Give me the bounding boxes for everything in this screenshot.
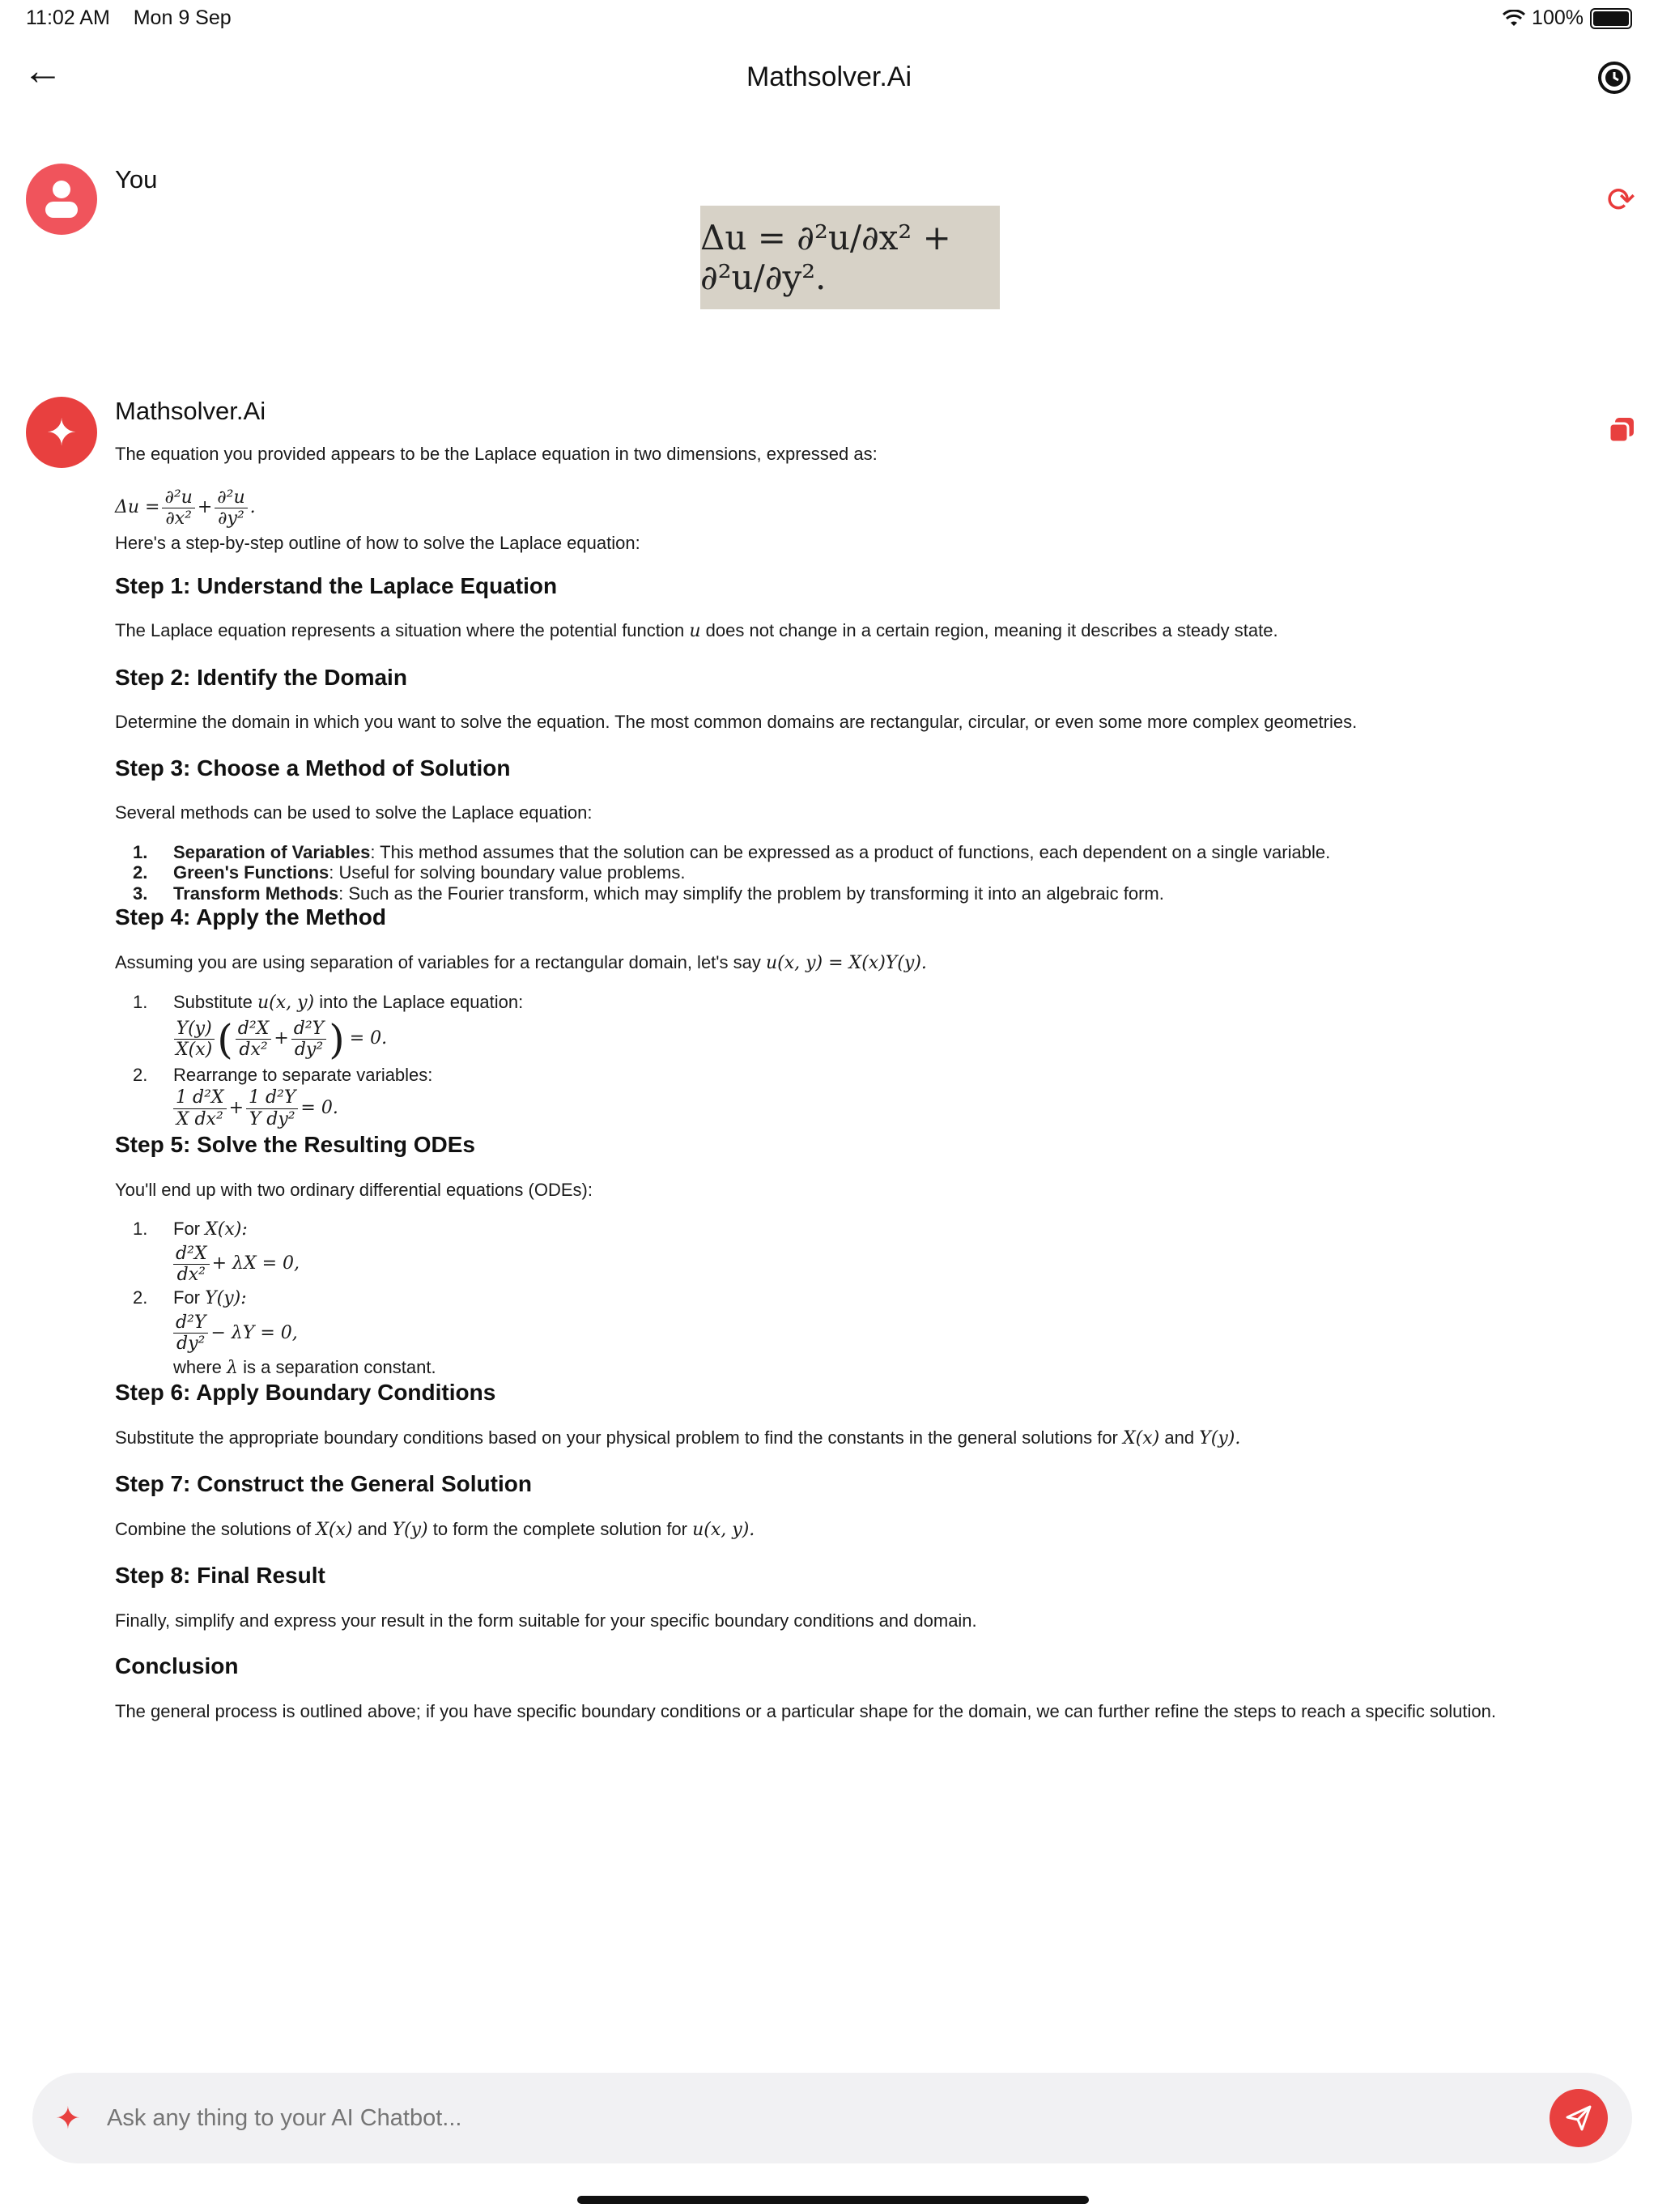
ai-name: Mathsolver.Ai <box>115 397 266 425</box>
step3-text: Several methods can be used to solve the Laplace equation: <box>115 802 593 823</box>
methods-list <box>115 842 1588 904</box>
outline-text: Here's a step-by-step outline of how to solve the Laplace equation: <box>115 533 640 554</box>
history-icon[interactable] <box>1596 60 1632 96</box>
page-title: Mathsolver.Ai <box>746 62 912 92</box>
step3-title: Step 3: Choose a Method of Solution <box>115 755 511 781</box>
separated-equation: $\frac{\text{1 d²X}}{\text{X dx²}}$ + $\frac{\text{1 d²Y}}{\text{Y dy²}}$ = 0. <box>173 1086 432 1131</box>
conclusion-text: The general process is outlined above; if you have specific boundary conditions or a particular shape for the domain, we can further refine the steps to reach a specific solution. <box>115 1700 1496 1721</box>
battery-icon <box>1590 8 1632 29</box>
list-item: 2. For Y(y): $\frac{\text{d²Y}}{\text{dy²}}$ − λY = 0, where λ is a separation constant. <box>133 1287 436 1378</box>
home-indicator <box>577 2196 1089 2204</box>
list-item: 1. Separation of Variables: This method assumes that the solution can be expressed as a product of functions, each dependent on a single variable. <box>133 841 1331 862</box>
step2-title: Step 2: Identify the Domain <box>115 664 407 690</box>
intro-text: The equation you provided appears to be the Laplace equation in two dimensions, expressed as: <box>115 444 878 464</box>
step4-text: Assuming you are using separation of variables for a rectangular domain, let's say u(x, y) = X(x)Y(y). <box>115 951 927 973</box>
status-bar-right <box>1503 6 1632 30</box>
chat-input[interactable] <box>107 2105 1321 2132</box>
list-item: 1. Substitute u(x, y) into the Laplace equation: $\frac{Y(y)}{X(x)}$ ( $\frac{\text{d²X}}{\text{dx²}}$ + $\frac{\text{d²Y}}{\text{dy²}}$ ) = 0. <box>133 992 524 1063</box>
uploaded-equation-image <box>700 206 1000 309</box>
step8-text: Finally, simplify and express your result in the form suitable for your specific boundary conditions and domain. <box>115 1610 977 1631</box>
sparkle-icon: ✦ <box>45 411 78 453</box>
list-item: 1. For X(x): $\frac{\text{d²X}}{\text{dx²}}$ + λX = 0, <box>115 1219 1588 1287</box>
step2-text: Determine the domain in which you want to solve the equation. The most common domains are rectangular, circular, or even some more complex geometries. <box>115 712 1358 733</box>
ode-x-equation: $\frac{\text{d²X}}{\text{dx²}}$ + λX = 0, <box>173 1240 300 1287</box>
wifi-icon <box>1503 10 1525 28</box>
send-icon <box>1564 2104 1593 2133</box>
user-avatar <box>26 164 97 235</box>
copy-icon[interactable] <box>1608 416 1635 444</box>
list-item: 2. Rearrange to separate variables: $\frac{\text{1 d²X}}{\text{X dx²}}$ + $\frac{\text{1 d²Y}}{\text{Y dy²}}$ = 0. <box>115 1065 1588 1131</box>
ode-list <box>115 1219 1588 1379</box>
step4-list <box>115 992 1588 1131</box>
refresh-icon[interactable]: ⟳ <box>1606 181 1635 219</box>
step4-title: Step 4: Apply the Method <box>115 904 386 930</box>
list-item: 3. Transform Methods: Such as the Fourier transform, which may simplify the problem by transforming it into an algebraic form. <box>133 883 1164 904</box>
ai-response <box>115 444 1588 1722</box>
substituted-equation: $\frac{Y(y)}{X(x)}$ ( $\frac{\text{d²X}}{\text{dx²}}$ + $\frac{\text{d²Y}}{\text{dy²}}$ ) = 0. <box>173 1015 523 1065</box>
back-arrow-icon[interactable]: ← <box>23 48 63 93</box>
ode-y-equation: $\frac{\text{d²Y}}{\text{dy²}}$ − λY = 0, <box>173 1310 436 1357</box>
status-date: Mon 9 Sep <box>133 6 232 29</box>
step5-text: You'll end up with two ordinary differential equations (ODEs): <box>115 1179 593 1200</box>
step6-text: Substitute the appropriate boundary conditions based on your physical problem to find the constants in the general solutions for X(x) and Y(y). <box>115 1427 1241 1448</box>
step7-title: Step 7: Construct the General Solution <box>115 1471 532 1497</box>
conclusion-title: Conclusion <box>115 1653 239 1679</box>
step8-title: Step 8: Final Result <box>115 1563 325 1589</box>
step1-text: The Laplace equation represents a situation where the potential function u does not change in a certain region, meaning it describes a steady state. <box>115 620 1278 642</box>
step7-text: Combine the solutions of X(x) and Y(y) to form the complete solution for u(x, y). <box>115 1518 755 1540</box>
ai-avatar <box>26 397 97 468</box>
laplace-equation: Δu = $\frac{\text{∂²u}}{\text{∂x²}}$ + $\frac{\text{∂²u}}{\text{∂y²}}$ . <box>115 487 256 529</box>
step6-title: Step 6: Apply Boundary Conditions <box>115 1380 496 1406</box>
list-item: 2. Green's Functions: Useful for solving boundary value problems. <box>133 862 686 883</box>
step1-title: Step 1: Understand the Laplace Equation <box>115 572 558 598</box>
image-equation-text: Δu = ∂²u/∂x² + ∂²u/∂y². <box>700 218 951 297</box>
status-bar-left <box>26 6 249 30</box>
battery-percentage: 100% <box>1532 6 1584 29</box>
user-name: You <box>115 165 158 194</box>
step5-title: Step 5: Solve the Resulting ODEs <box>115 1132 475 1158</box>
sparkle-icon: ✦ <box>55 2102 81 2136</box>
user-icon <box>44 179 79 219</box>
send-button[interactable] <box>1550 2089 1608 2147</box>
status-time: 11:02 AM <box>26 6 110 29</box>
